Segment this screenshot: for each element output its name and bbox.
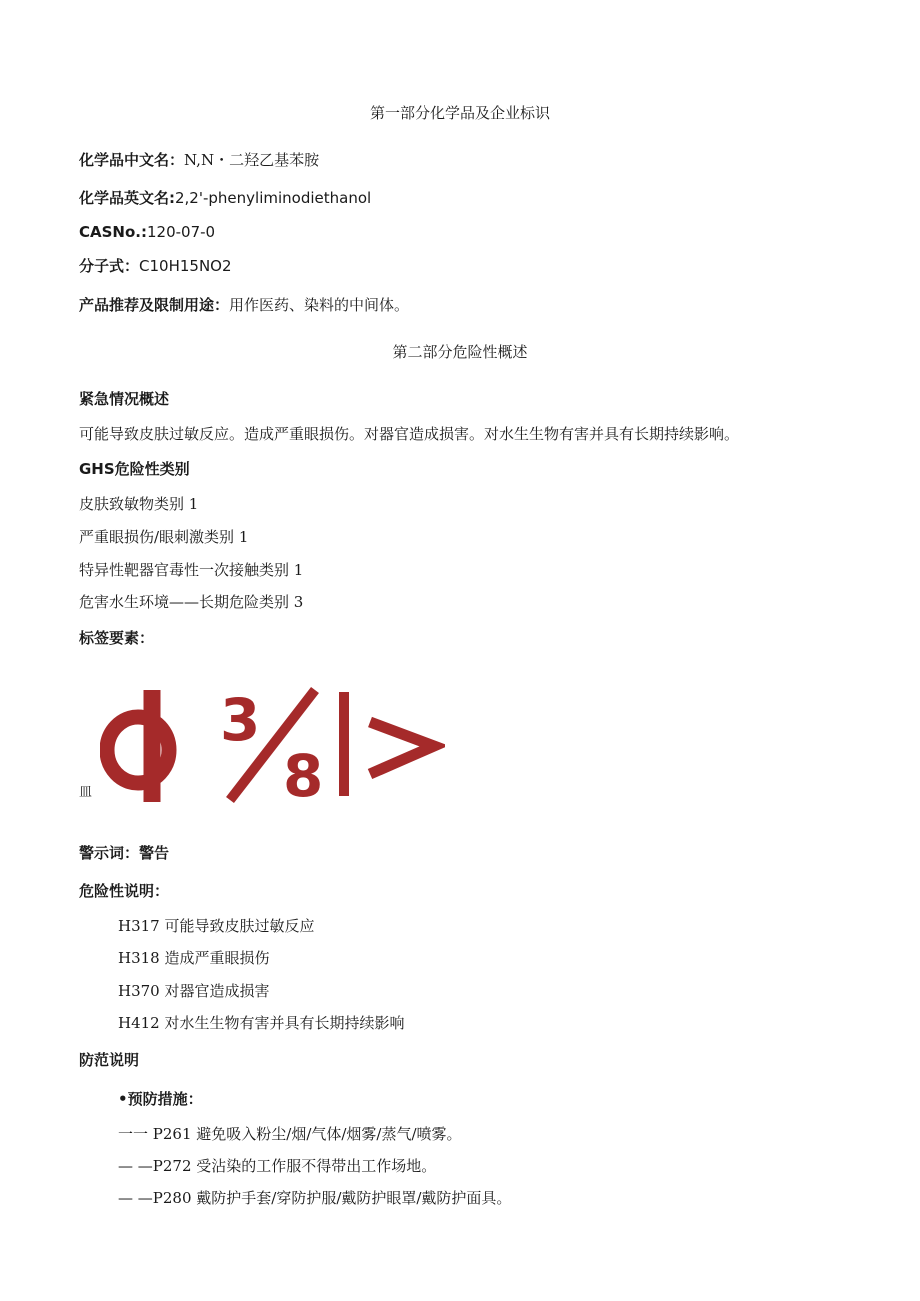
cn-name-row	[79, 150, 319, 170]
formula-value: C10H15NO2	[139, 257, 232, 275]
pictogram-digit-three: 3	[220, 686, 261, 754]
emergency-title: 紧急情况概述	[79, 390, 170, 408]
cn-name-label: 化学品中文名：	[79, 151, 185, 169]
use-row	[79, 295, 409, 315]
ghs-title: GHS危险性类别	[79, 460, 190, 478]
label-elements-title: 标签要素：	[79, 629, 155, 647]
part1-heading: 第一部分化学品及企业标识	[369, 104, 550, 122]
signal-word: 警示词：警告	[79, 844, 170, 862]
part2-heading: 第二部分危险性概述	[392, 343, 528, 361]
formula-row	[79, 256, 232, 276]
precaution-title: 防范说明	[79, 1051, 140, 1069]
hazard-item: H318 造成严重眼损伤	[118, 949, 270, 967]
prevention-item: 一一 P261 避免吸入粉尘/烟/气体/烟雾/蒸气/喷雾。	[118, 1125, 462, 1143]
hazard-item: H412 对水生生物有害并具有长期持续影响	[118, 1014, 405, 1032]
emergency-text: 可能导致皮肤过敏反应。造成严重眼损伤。对器官造成损害。对水生生物有害并具有长期持续影响。	[79, 425, 740, 443]
hazard-item: H370 对器官造成损害	[118, 982, 270, 1000]
ghs-pictogram-graphic	[100, 684, 445, 806]
prevention-title: •预防措施：	[118, 1090, 203, 1108]
cas-value: 120-07-0	[146, 223, 216, 241]
small-mark: 皿	[79, 785, 93, 800]
pictogram-chevron	[370, 722, 434, 774]
formula-label: 分子式：	[79, 257, 140, 275]
cn-name-value: N,N・二羟乙基苯胺	[184, 151, 320, 169]
pictogram-digit-eight: 8	[283, 742, 324, 806]
en-name-value: 2,2'-phenyliminodiethanol	[175, 189, 372, 207]
ghs-item: 危害水生环境——长期危险类别 3	[79, 593, 304, 611]
cas-label: CASNo.:	[79, 223, 147, 241]
ghs-item: 皮肤致敏物类别 1	[79, 495, 199, 513]
cas-row	[79, 222, 215, 242]
use-label: 产品推荐及限制用途：	[79, 296, 230, 314]
en-name-label: 化学品英文名:	[79, 189, 175, 207]
ghs-item: 严重眼损伤/眼刺激类别 1	[79, 528, 249, 546]
use-value: 用作医药、染料的中间体。	[229, 296, 410, 314]
hazard-item: H317 可能导致皮肤过敏反应	[118, 917, 315, 935]
prevention-item: — —P272 受沾染的工作服不得带出工作场地。	[118, 1157, 437, 1175]
hazard-title: 危险性说明：	[79, 882, 170, 900]
ghs-item: 特异性靶器官毒性一次接触类别 1	[79, 561, 304, 579]
prevention-item: — —P280 戴防护手套/穿防护服/戴防护眼罩/戴防护面具。	[118, 1189, 512, 1207]
en-name-row	[79, 188, 371, 208]
